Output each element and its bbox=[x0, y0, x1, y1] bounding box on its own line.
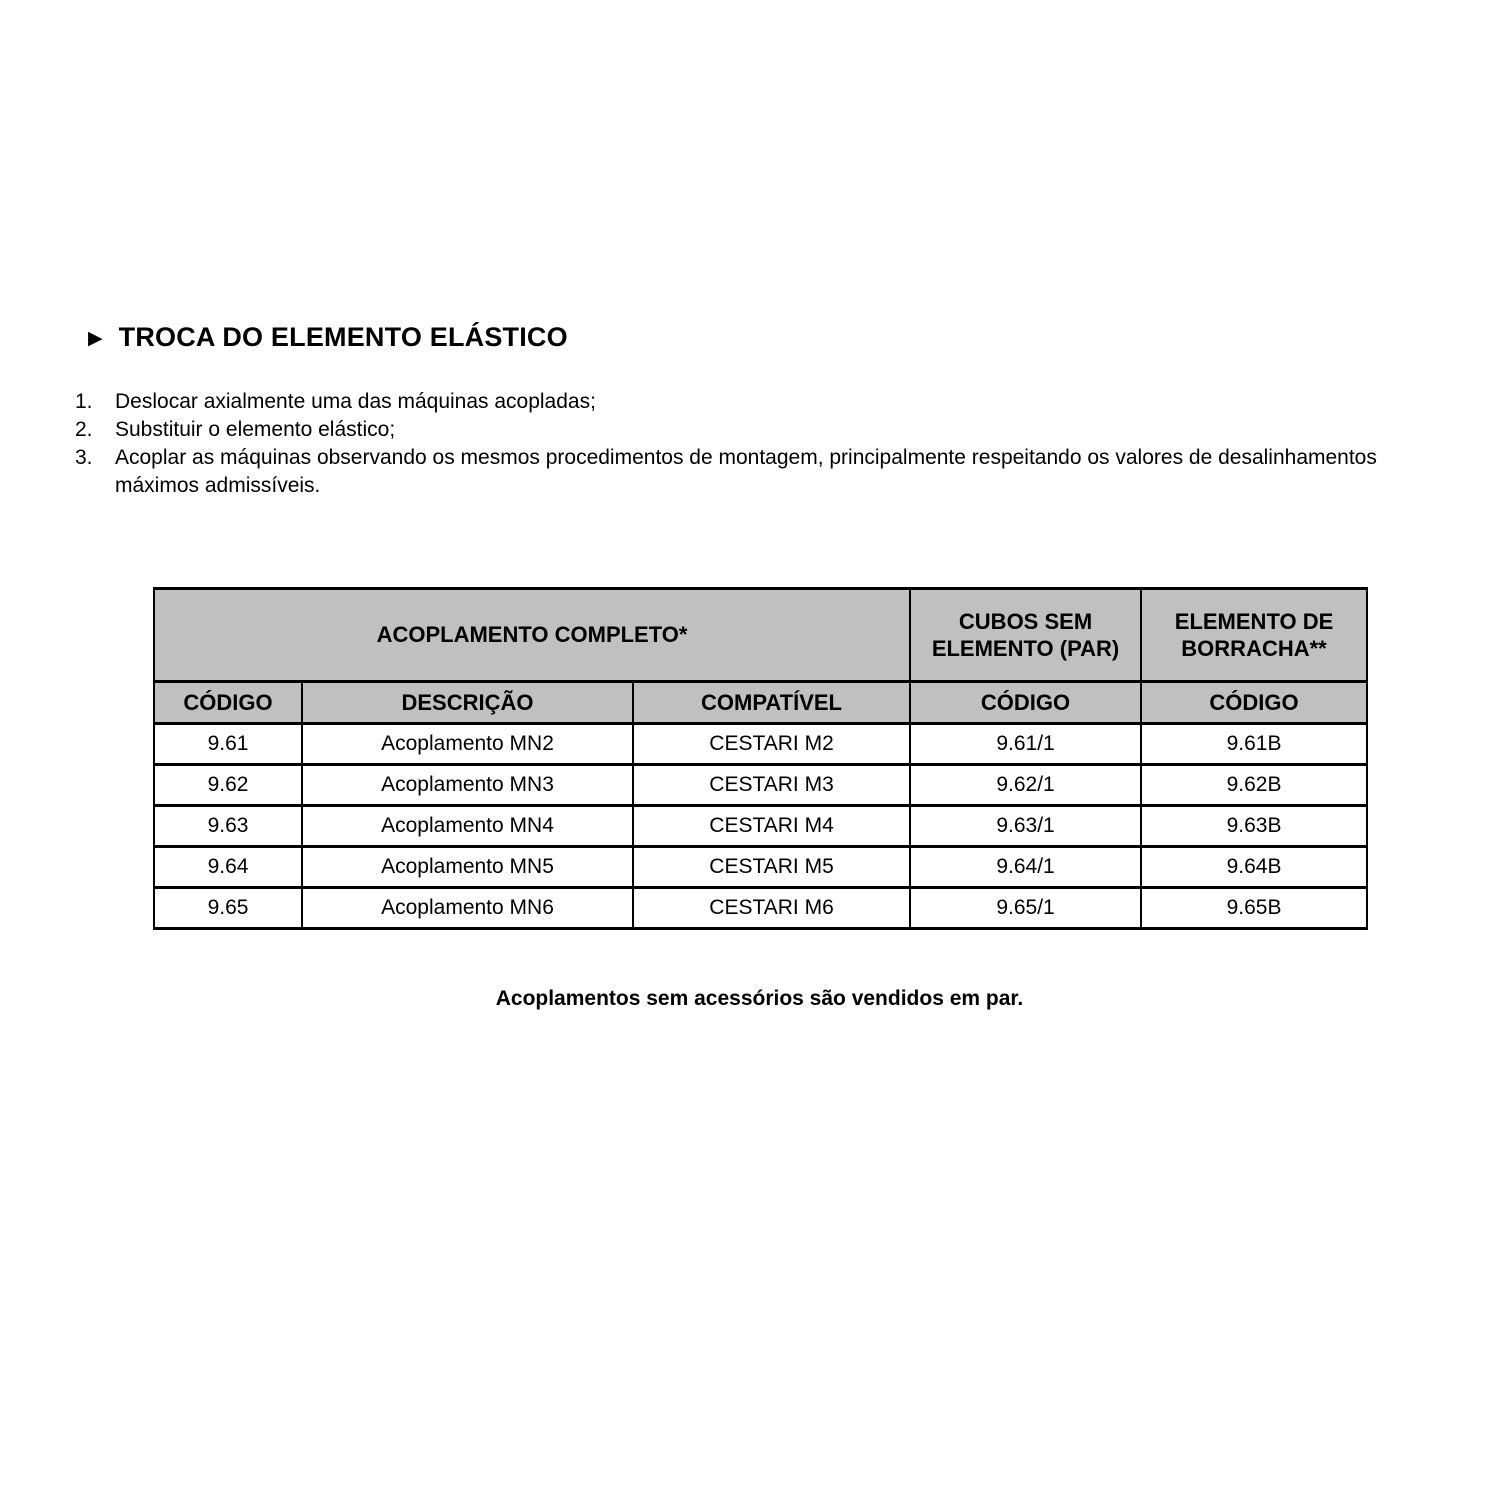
group-header-elemento-de-borracha: ELEMENTO DE BORRACHA** bbox=[1141, 589, 1367, 682]
cell-codigo: 9.63 bbox=[154, 806, 302, 847]
table-row bbox=[154, 888, 1367, 929]
cell-codigo: 9.65 bbox=[154, 888, 302, 929]
column-header-codigo: CÓDIGO bbox=[154, 682, 302, 724]
cell-codigo-cubos: 9.62/1 bbox=[910, 765, 1141, 806]
table-row bbox=[154, 765, 1367, 806]
section-heading bbox=[88, 322, 568, 353]
list-item bbox=[75, 416, 1445, 444]
cell-codigo-borracha: 9.63B bbox=[1141, 806, 1367, 847]
table-row bbox=[154, 806, 1367, 847]
cell-codigo: 9.62 bbox=[154, 765, 302, 806]
table-group-header-row bbox=[154, 589, 1367, 682]
cell-codigo-cubos: 9.65/1 bbox=[910, 888, 1141, 929]
cell-compativel: CESTARI M5 bbox=[633, 847, 910, 888]
column-header-compativel: COMPATÍVEL bbox=[633, 682, 910, 724]
table-row bbox=[154, 724, 1367, 765]
cell-codigo-borracha: 9.61B bbox=[1141, 724, 1367, 765]
footer-note: Acoplamentos sem acessórios são vendidos em par. bbox=[495, 987, 1024, 1010]
group-header-acoplamento-completo: ACOPLAMENTO COMPLETO* bbox=[154, 589, 910, 682]
instruction-list bbox=[75, 388, 1445, 500]
cell-compativel: CESTARI M3 bbox=[633, 765, 910, 806]
cell-codigo: 9.61 bbox=[154, 724, 302, 765]
cell-compativel: CESTARI M4 bbox=[633, 806, 910, 847]
list-item bbox=[75, 388, 1445, 416]
list-item-number: 1. bbox=[75, 390, 93, 413]
cell-descricao: Acoplamento MN5 bbox=[302, 847, 633, 888]
column-header-descricao: DESCRIÇÃO bbox=[302, 682, 633, 724]
list-item-text: Acoplar as máquinas observando os mesmos procedimentos de montagem, principalmente respeitando os valores de desalinhamentos máximos admissíveis. bbox=[115, 446, 1377, 497]
column-header-codigo-borracha: CÓDIGO bbox=[1141, 682, 1367, 724]
column-header-codigo-cubos: CÓDIGO bbox=[910, 682, 1141, 724]
cell-codigo-cubos: 9.63/1 bbox=[910, 806, 1141, 847]
cell-codigo-borracha: 9.65B bbox=[1141, 888, 1367, 929]
cell-codigo-cubos: 9.61/1 bbox=[910, 724, 1141, 765]
table-column-header-row bbox=[154, 682, 1367, 724]
cell-descricao: Acoplamento MN4 bbox=[302, 806, 633, 847]
list-item-text: Deslocar axialmente uma das máquinas acopladas; bbox=[115, 390, 596, 413]
list-item bbox=[75, 444, 1445, 500]
cell-compativel: CESTARI M6 bbox=[633, 888, 910, 929]
section-heading-text: TROCA DO ELEMENTO ELÁSTICO bbox=[118, 322, 568, 352]
cell-codigo-borracha: 9.62B bbox=[1141, 765, 1367, 806]
cell-codigo: 9.64 bbox=[154, 847, 302, 888]
cell-descricao: Acoplamento MN3 bbox=[302, 765, 633, 806]
table-row bbox=[154, 847, 1367, 888]
cell-compativel: CESTARI M2 bbox=[633, 724, 910, 765]
list-item-text: Substituir o elemento elástico; bbox=[115, 418, 396, 441]
cell-descricao: Acoplamento MN2 bbox=[302, 724, 633, 765]
group-header-cubos-sem-elemento: CUBOS SEM ELEMENTO (PAR) bbox=[910, 589, 1141, 682]
list-item-number: 2. bbox=[75, 418, 93, 441]
cell-codigo-cubos: 9.64/1 bbox=[910, 847, 1141, 888]
list-item-number: 3. bbox=[75, 446, 93, 469]
triangle-bullet-icon: ▶ bbox=[88, 328, 103, 349]
cell-descricao: Acoplamento MN6 bbox=[302, 888, 633, 929]
parts-table bbox=[153, 587, 1368, 930]
cell-codigo-borracha: 9.64B bbox=[1141, 847, 1367, 888]
